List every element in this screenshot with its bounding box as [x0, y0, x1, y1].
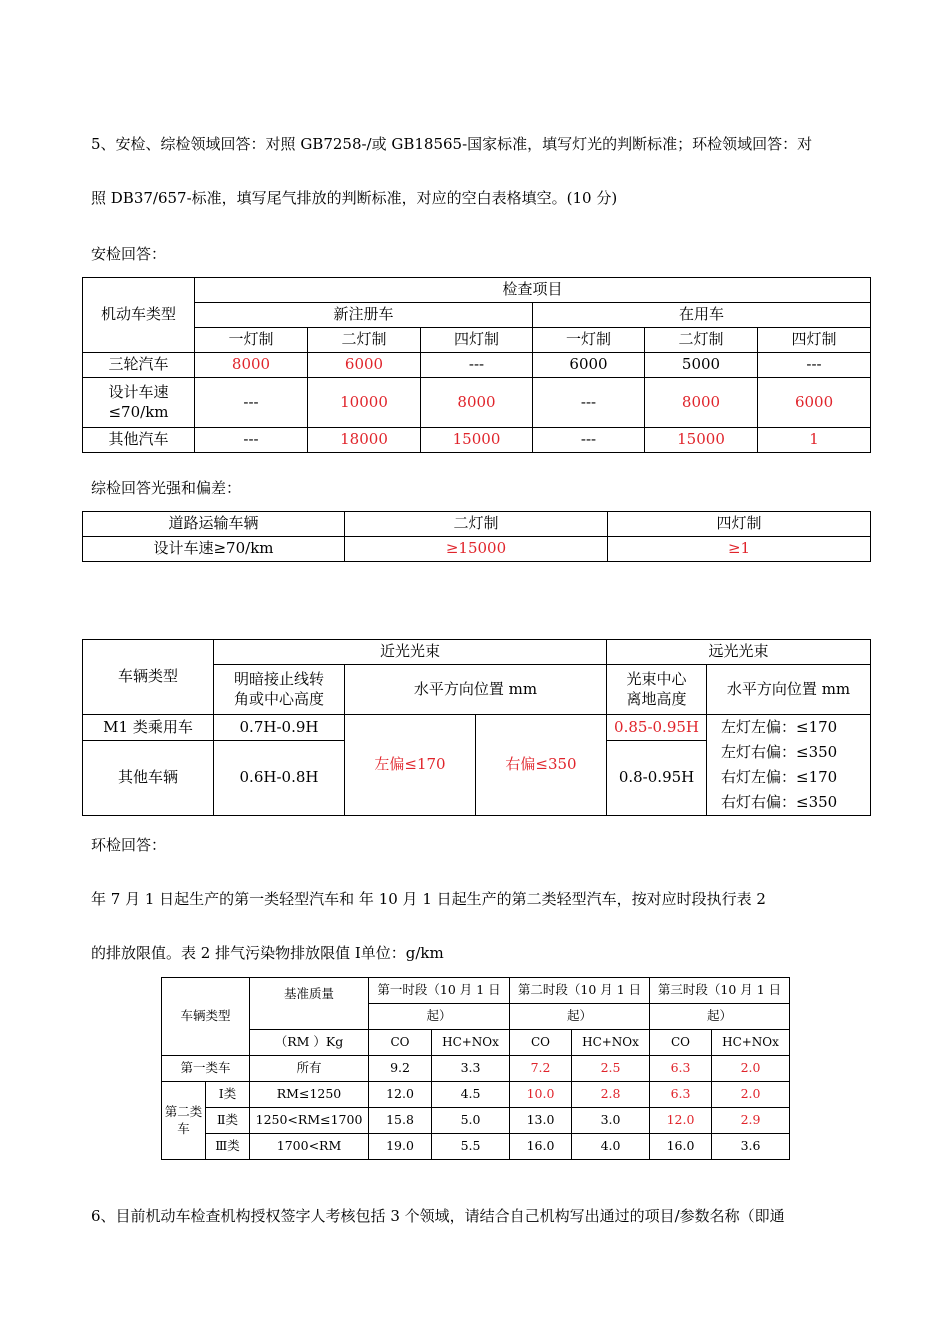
table-cell: 1250<RM≤1700: [250, 1108, 369, 1134]
sub-label: Ⅰ类: [206, 1082, 250, 1108]
period2-header-2: 起）: [510, 1004, 650, 1030]
in-use-header: 在用车: [533, 303, 871, 328]
inspection-items-header: 检查项目: [195, 278, 871, 303]
table-cell: ≥15000: [345, 537, 608, 562]
table-header: 二灯制: [345, 512, 608, 537]
table-cell: 4.5: [432, 1082, 510, 1108]
period3-header-2: 起）: [650, 1004, 790, 1030]
table-cell: 设计车速≥70/km: [83, 537, 345, 562]
huanjian-line1: 年 7 月 1 日起生产的第一类轻型汽车和 年 10 月 1 日起生产的第二类轻型汽车，按对应时段执行表 2: [91, 890, 766, 908]
table-cell: 1700<RM: [250, 1134, 369, 1160]
co-header: CO: [510, 1030, 572, 1056]
co-header: CO: [369, 1030, 432, 1056]
period1-header: 第一时段（10 月 1 日: [369, 978, 510, 1004]
row-label-line: 第二类: [164, 1104, 203, 1120]
col-header: 二灯制: [308, 328, 421, 353]
table-cell: 7.2: [510, 1056, 572, 1082]
high-beam-header: 远光光束: [607, 640, 871, 665]
center-height-header: [607, 665, 707, 715]
table-cell: 5.5: [432, 1134, 510, 1160]
table-cell: 4.0: [572, 1134, 650, 1160]
table-cell: 5000: [645, 353, 758, 378]
base-mass-header: 基准质量: [250, 978, 369, 1030]
table-cell: 9.2: [369, 1056, 432, 1082]
table-cell: 16.0: [650, 1134, 712, 1160]
table-cell: 0.8-0.95H: [607, 740, 707, 816]
emission-table: [161, 977, 790, 1160]
table-cell: ---: [195, 428, 308, 453]
table-cell: ---: [533, 428, 645, 453]
zongjian-heading: 综检回答光强和偏差：: [91, 479, 242, 497]
table-cell: 6.3: [650, 1056, 712, 1082]
header-line: 明暗接止线转: [233, 670, 324, 688]
col-header: 四灯制: [421, 328, 533, 353]
col-header: 一灯制: [195, 328, 308, 353]
table-cell: 3.3: [432, 1056, 510, 1082]
table-cell: RM≤1250: [250, 1082, 369, 1108]
table-cell: 6.3: [650, 1082, 712, 1108]
table-cell: 0.85-0.95H: [607, 715, 707, 741]
table-cell: 6000: [758, 378, 871, 428]
table-cell: 12.0: [650, 1108, 712, 1134]
sub-label: Ⅲ类: [206, 1134, 250, 1160]
table-header: 道路运输车辆: [83, 512, 345, 537]
huanjian-line2: 的排放限值。表 2 排气污染物排放限值 I单位：g/km: [91, 944, 444, 962]
vehicle-type-header: 车辆类型: [162, 978, 250, 1056]
table-cell: 5.0: [432, 1108, 510, 1134]
table-cell: 2.8: [572, 1082, 650, 1108]
table-cell: 8000: [645, 378, 758, 428]
anjian-heading: 安检回答：: [91, 245, 167, 263]
dev-line: 右灯左偏：≤170: [721, 768, 838, 786]
hcnox-header: HC+NOx: [432, 1030, 510, 1056]
table-cell: 2.9: [712, 1108, 790, 1134]
header-line: 离地高度: [626, 689, 687, 708]
row-label: M1 类乘用车: [83, 715, 214, 741]
q6-line1: 6、目前机动车检查机构授权签字人考核包括 3 个领域，请结合自己机构写出通过的项目/参数名称（即通: [91, 1207, 785, 1225]
table-cell: 2.0: [712, 1056, 790, 1082]
row-label: [83, 378, 195, 428]
base-mass-unit: （RM ）Kg: [250, 1030, 369, 1056]
huanjian-heading: 环检回答：: [91, 836, 167, 854]
table-cell: 0.7H-0.9H: [214, 715, 345, 741]
period1-header-2: 起）: [369, 1004, 510, 1030]
table-cell: 15000: [421, 428, 533, 453]
table-cell: 所有: [250, 1056, 369, 1082]
row-label-line: 车: [177, 1120, 190, 1136]
table-cell: ---: [195, 378, 308, 428]
col-header: 四灯制: [758, 328, 871, 353]
sub-label: Ⅱ类: [206, 1108, 250, 1134]
table-cell: ---: [533, 378, 645, 428]
q5-line2: 照 DB37/657-标准，填写尾气排放的判断标准，对应的空白表格填空。(10 分): [91, 189, 618, 207]
anjian-table: [82, 277, 871, 453]
table-cell: 15000: [645, 428, 758, 453]
row-label: 三轮汽车: [83, 353, 195, 378]
table-cell: 2.0: [712, 1082, 790, 1108]
table-cell: 8000: [421, 378, 533, 428]
high-beam-dev-cell: [707, 715, 871, 816]
table-cell: 6000: [308, 353, 421, 378]
row-label: 其他汽车: [83, 428, 195, 453]
table-cell: ---: [758, 353, 871, 378]
table-cell: 3.6: [712, 1134, 790, 1160]
table-cell: ≥1: [608, 537, 871, 562]
table-cell: 10000: [308, 378, 421, 428]
table-cell: 18000: [308, 428, 421, 453]
table-cell: 0.6H-0.8H: [214, 740, 345, 816]
left-dev-cell: 左偏≤170: [345, 715, 476, 816]
cutoff-header: [214, 665, 345, 715]
row-label: 其他车辆: [83, 740, 214, 816]
hcnox-header: HC+NOx: [572, 1030, 650, 1056]
dev-line: 左灯左偏：≤170: [721, 718, 838, 736]
period3-header: 第三时段（10 月 1 日: [650, 978, 790, 1004]
table-cell: 19.0: [369, 1134, 432, 1160]
table-cell: 10.0: [510, 1082, 572, 1108]
horiz-pos-header: 水平方向位置 mm: [345, 665, 607, 715]
vehicle-type-header: 机动车类型: [83, 278, 195, 353]
table-cell: 15.8: [369, 1108, 432, 1134]
header-line: 角或中心高度: [233, 689, 324, 708]
table-cell: 8000: [195, 353, 308, 378]
table-cell: 6000: [533, 353, 645, 378]
row-label-line: 设计车速: [108, 383, 169, 401]
q5-line1: 5、安检、综检领域回答：对照 GB7258-/或 GB18565-国家标准，填写灯光的判断标准；环检领域回答：对: [91, 135, 813, 153]
table-cell: 16.0: [510, 1134, 572, 1160]
hcnox-header: HC+NOx: [712, 1030, 790, 1056]
table-cell: 1: [758, 428, 871, 453]
header-line: 光束中心: [626, 670, 687, 688]
table-cell: 3.0: [572, 1108, 650, 1134]
table-cell: 13.0: [510, 1108, 572, 1134]
col-header: 一灯制: [533, 328, 645, 353]
period2-header: 第二时段（10 月 1 日: [510, 978, 650, 1004]
dev-line: 左灯右偏：≤350: [721, 743, 838, 761]
col-header: 二灯制: [645, 328, 758, 353]
table-cell: 2.5: [572, 1056, 650, 1082]
row-label: [162, 1082, 206, 1160]
co-header: CO: [650, 1030, 712, 1056]
right-dev-cell: 右偏≤350: [476, 715, 607, 816]
table-header: 四灯制: [608, 512, 871, 537]
low-beam-header: 近光光束: [214, 640, 607, 665]
vehicle-type-header: 车辆类型: [83, 640, 214, 715]
beam-table: [82, 639, 871, 816]
row-label-line: ≤70/km: [108, 402, 169, 421]
dev-line: 右灯右偏：≤350: [721, 793, 838, 811]
horiz-pos-header: 水平方向位置 mm: [707, 665, 871, 715]
new-reg-header: 新注册车: [195, 303, 533, 328]
row-label: 第一类车: [162, 1056, 250, 1082]
zongjian-table: [82, 511, 871, 562]
table-cell: 12.0: [369, 1082, 432, 1108]
table-cell: ---: [421, 353, 533, 378]
